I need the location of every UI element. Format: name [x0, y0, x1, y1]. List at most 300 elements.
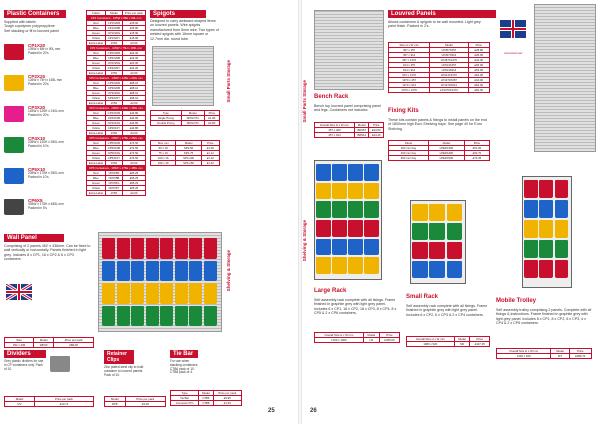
- table-header: Overall Size H x W mm: [407, 337, 455, 342]
- table-cell: £24.00: [122, 56, 145, 61]
- table-header: Model: [355, 123, 369, 128]
- container-bin: [117, 283, 130, 304]
- container-bin: [364, 164, 379, 181]
- table-header: Panel: [389, 141, 429, 146]
- table-cell: Green: [87, 181, 106, 186]
- container-bin: [429, 242, 445, 259]
- table-cell: Blue: [87, 146, 106, 151]
- uk-manufactured-logo-right: [500, 20, 526, 55]
- container-bin: [555, 220, 569, 238]
- table-cell: Tie Bar: [171, 396, 199, 401]
- table-cell: 150 x 16: [151, 161, 176, 166]
- table-cell: Red: [87, 51, 106, 56]
- table-row: [151, 156, 220, 161]
- container-bin: [332, 257, 347, 274]
- large-rack-text: Self assembly rack complete with all fixings. Frame finished in graphite grey with light grey panel. Includes 6 x CP1, 16 x CP2, 18 x CP3, 8 x CP4, 8 x CP5 & 2 x CP6 containers.: [314, 298, 397, 316]
- retainer-text: Zinc plated steel clip to hold container to louvred panels. Pack of 10.: [104, 365, 144, 377]
- table-cell: £15.90: [122, 21, 145, 26]
- table-cell: Connector Pin: [171, 401, 199, 406]
- louvred-panels-title: Louvred Panels: [388, 10, 496, 18]
- table-cell: SR: [454, 342, 470, 347]
- container-bin: [348, 239, 363, 256]
- table-cell: £28.80: [468, 48, 489, 53]
- table-cell: £44.40: [369, 133, 384, 138]
- table-cell: £88.00: [54, 343, 94, 348]
- table-row: [87, 91, 146, 96]
- table-cell: CP2X20R: [105, 51, 122, 56]
- container-bin: [412, 223, 428, 240]
- table-cell: 452 x 436: [5, 343, 34, 348]
- table-cell: 1080 x 520: [407, 342, 455, 347]
- table-cell: £465.00: [379, 338, 399, 343]
- container-bin: [364, 257, 379, 274]
- retainer-title: Retainer Clips: [104, 350, 134, 364]
- container-bin: [189, 306, 202, 327]
- table-cell: MT: [551, 354, 569, 359]
- container-desc: 205W x 130H x 350L mm: [28, 139, 64, 144]
- table-row: [151, 161, 220, 166]
- table-cell: LP914X914: [430, 68, 468, 73]
- section-title: CP3 Containers - 145W x 125H x 240L mm: [87, 76, 146, 81]
- table-row: [389, 146, 490, 151]
- container-bin: [364, 239, 379, 256]
- table-cell: £36.00: [468, 63, 489, 68]
- table-cell: LP1370X914: [430, 83, 468, 88]
- table-row: [87, 121, 146, 126]
- section-title: CP2 Containers - 105W x 75H x 165L mm: [87, 46, 146, 51]
- table-cell: SPIGOT1: [181, 116, 204, 121]
- table-cell: £65.25: [122, 171, 145, 176]
- table-cell: £3.00: [122, 71, 145, 76]
- container-pack: Packed in 10's: [28, 174, 49, 179]
- table-cell: £62.00: [468, 73, 489, 78]
- table-cell: LR: [363, 338, 379, 343]
- container-item: [28, 137, 84, 148]
- table-row: [87, 56, 146, 61]
- table-header: Price per pack: [35, 397, 94, 402]
- container-bin: [555, 260, 569, 278]
- container-bin: [447, 223, 463, 240]
- table-cell: 457 x 400: [315, 128, 355, 133]
- table-cell: 914 x 457: [389, 63, 430, 68]
- table-cell: Green: [87, 61, 106, 66]
- fixing-kits-text: These kits contain panels & fixings to install panels on the end of 1800mm high Euro Shelving bays. See page 40 for Euro Shelving.: [388, 118, 487, 131]
- small-rack-price-table: [406, 336, 490, 347]
- table-cell: Red: [87, 111, 106, 116]
- table-row: [407, 342, 490, 347]
- table-row: [87, 61, 146, 66]
- table-header: Price: [379, 333, 399, 338]
- table-header: Price: [369, 123, 384, 128]
- container-bin: [348, 201, 363, 218]
- table-cell: CP1X20B: [105, 26, 122, 31]
- container-bin: [348, 164, 363, 181]
- table-header: Price: [468, 43, 489, 48]
- container-image: [4, 137, 24, 153]
- table-header: Model: [454, 337, 470, 342]
- table-cell: Yellow: [87, 96, 106, 101]
- louvred-panel-image: [534, 4, 596, 152]
- spigot-price-table: [150, 110, 220, 126]
- table-row: [389, 151, 490, 156]
- table-header: Price per pack: [122, 11, 145, 16]
- table-row: [87, 86, 146, 91]
- table-header: Price per pack: [213, 391, 241, 396]
- table-cell: £62.70: [464, 151, 489, 156]
- container-bin: [131, 283, 144, 304]
- bench-rack-price-table: [314, 122, 384, 138]
- container-code: CP1X20: [28, 43, 46, 48]
- page-number-left: 25: [268, 408, 275, 414]
- container-bin: [316, 257, 331, 274]
- table-cell: Yellow: [87, 36, 106, 41]
- container-bin: [555, 180, 569, 198]
- table-cell: £1.00: [201, 146, 219, 151]
- container-bin: [412, 204, 428, 221]
- container-desc: 105W x 75H x 165L mm: [28, 77, 63, 82]
- container-bin: [316, 220, 331, 237]
- table-row: [315, 338, 400, 343]
- table-row: [87, 126, 146, 131]
- table-header: Model: [105, 11, 122, 16]
- table-cell: £34.90: [369, 128, 384, 133]
- table-cell: £44.00: [468, 78, 489, 83]
- table-section-row: [87, 136, 146, 141]
- container-bin: [131, 306, 144, 327]
- table-cell: CP5X10G: [105, 151, 122, 156]
- table-cell: Yellow: [87, 126, 106, 131]
- table-row: [87, 51, 146, 56]
- table-row: [389, 88, 490, 93]
- table-cell: RTB: [105, 402, 126, 407]
- table-row: [87, 141, 146, 146]
- container-bin: [160, 261, 173, 282]
- wall-panel-price-table: [4, 337, 94, 348]
- table-cell: Double Prong: [151, 121, 182, 126]
- table-header: Model: [428, 141, 464, 146]
- container-pack: Packed in 20's: [28, 50, 49, 55]
- table-cell: £3.00: [122, 41, 145, 46]
- table-section-row: [87, 46, 146, 51]
- table-cell: 1370 x 1370: [389, 88, 430, 93]
- container-bin: [364, 220, 379, 237]
- table-cell: SP2-100: [176, 156, 201, 161]
- container-bin: [146, 306, 159, 327]
- tie-bar-price-table: [170, 390, 242, 406]
- container-desc: 145W x 125H x 240L mm: [28, 108, 64, 113]
- table-header: Colour: [87, 11, 106, 16]
- table-cell: £2.80: [204, 121, 219, 126]
- louvred-price-table: [388, 42, 490, 93]
- bullet-1: Supplied with labels: [4, 20, 36, 24]
- table-cell: LP914X457: [430, 63, 468, 68]
- container-bin: [555, 200, 569, 218]
- table-cell: Yellow: [87, 186, 106, 191]
- table-header: Price per pack: [54, 338, 94, 343]
- table-row: [87, 176, 146, 181]
- table-cell: Yellow: [87, 66, 106, 71]
- container-bin: [189, 283, 202, 304]
- table-cell: £15.90: [122, 31, 145, 36]
- table-cell: £44.80: [122, 121, 145, 126]
- container-bin: [146, 283, 159, 304]
- table-cell: 914 x 914: [389, 68, 430, 73]
- table-row: [87, 151, 146, 156]
- table-cell: CP3X20G: [105, 91, 122, 96]
- table-section-row: [87, 106, 146, 111]
- table-cell: Green: [87, 91, 106, 96]
- table-header: Model: [430, 43, 468, 48]
- container-bin: [348, 220, 363, 237]
- table-cell: £74.50: [122, 141, 145, 146]
- table-cell: £65.25: [122, 181, 145, 186]
- table-cell: £44.80: [122, 116, 145, 121]
- container-bin: [204, 261, 217, 282]
- container-bin: [204, 306, 217, 327]
- table-header: Size H x W mm: [389, 43, 430, 48]
- table-row: [87, 146, 146, 151]
- table-cell: 457 x 914: [315, 133, 355, 138]
- table-row: [87, 81, 146, 86]
- container-pack: Packed in 20's: [28, 112, 49, 117]
- table-row: [151, 146, 220, 151]
- container-bin: [524, 260, 538, 278]
- container-bin: [447, 204, 463, 221]
- table-cell: 1X50: [105, 41, 122, 46]
- table-cell: CP1X20G: [105, 31, 122, 36]
- table-cell: £1.80: [204, 116, 219, 121]
- table-cell: £51.00: [464, 146, 489, 151]
- container-bin: [364, 201, 379, 218]
- louvred-text: Allows containers & spigots to be wall mounted. Light grey paint finish. Packed in 2's.: [388, 20, 481, 29]
- table-cell: £52.00: [468, 68, 489, 73]
- container-bin: [539, 240, 553, 258]
- table-row: [87, 171, 146, 176]
- table-cell: CP4X10Y: [105, 126, 122, 131]
- table-cell: £3.00: [122, 161, 145, 166]
- table-cell: £68.10: [122, 96, 145, 101]
- table-cell: CP2X20Y: [105, 66, 122, 71]
- tie-bar-text: For use when stacking containers. CTB6 pack of 10. CTB8 pack of 4.: [170, 359, 199, 375]
- container-pack: Packed in 20's: [28, 81, 49, 86]
- table-cell: £68.10: [122, 91, 145, 96]
- container-bin: [348, 257, 363, 274]
- table-cell: 1X50: [105, 131, 122, 136]
- right-page: [300, 0, 600, 424]
- container-bin: [102, 238, 115, 259]
- table-cell: LPEFK400: [428, 151, 464, 156]
- table-cell: 457 x 457: [389, 48, 430, 53]
- table-cell: Extra Label: [87, 191, 106, 196]
- container-image: [4, 75, 24, 91]
- table-header: Type: [171, 391, 199, 396]
- table-header: Price: [470, 337, 490, 342]
- table-cell: £24.00: [122, 61, 145, 66]
- table-cell: £44.80: [122, 126, 145, 131]
- container-code: CP5X10: [28, 167, 46, 172]
- container-bin: [160, 238, 173, 259]
- table-row: [87, 161, 146, 166]
- table-section-row: [87, 76, 146, 81]
- table-cell: CP4X10B: [105, 116, 122, 121]
- container-desc: 205W x 175H x 350L mm: [28, 170, 64, 175]
- table-cell: SP2-150: [176, 161, 201, 166]
- retainer-price-table: [104, 396, 166, 407]
- table-cell: CP6X5G: [105, 181, 122, 186]
- table-cell: 1X50: [105, 101, 122, 106]
- container-bin: [316, 239, 331, 256]
- container-bin: [332, 201, 347, 218]
- table-header: Price: [204, 111, 219, 116]
- table-cell: CTB8: [199, 401, 213, 406]
- table-cell: Red: [87, 141, 106, 146]
- container-bin: [189, 261, 202, 282]
- table-cell: CP5X10Y: [105, 156, 122, 161]
- table-row: [151, 151, 220, 156]
- bullet-2: Tough copolymer polypropylene: [4, 24, 55, 29]
- table-cell: CP2X20G: [105, 61, 122, 66]
- spigots-text: Designed to carry awkward shaped items on louvred panels. Wire spigots manufactured from 5mm wire. Two types of welded spigots with 16mm square or 12.7mm dia. round tube.: [150, 19, 219, 41]
- container-bin: [117, 238, 130, 259]
- container-bin: [348, 183, 363, 200]
- section-title: CP5 Containers - 205W x 175H x 350L mm: [87, 136, 146, 141]
- table-row: [87, 31, 146, 36]
- large-rack-title: Large Rack: [314, 288, 347, 294]
- table-cell: 1760 x 1000: [315, 338, 364, 343]
- table-cell: £24.00: [122, 51, 145, 56]
- table-header-row: [171, 391, 242, 396]
- container-item: [28, 106, 84, 117]
- container-bin: [316, 164, 331, 181]
- table-cell: WP20: [34, 343, 54, 348]
- table-row: [171, 401, 242, 406]
- container-bin: [117, 306, 130, 327]
- container-bin: [332, 220, 347, 237]
- table-cell: £62.00: [468, 83, 489, 88]
- table-row: [497, 354, 592, 359]
- container-bin: [117, 261, 130, 282]
- table-cell: Blue: [87, 56, 106, 61]
- table-cell: £70.45: [464, 156, 489, 161]
- container-bin: [412, 261, 428, 278]
- container-desc: 105W x 65H x 90L mm: [28, 46, 61, 51]
- container-bin: [175, 283, 188, 304]
- table-header-row: [151, 141, 220, 146]
- container-code: CP2X20: [28, 74, 46, 79]
- table-cell: £68.10: [122, 86, 145, 91]
- plastic-containers-title: Plastic Containers: [4, 10, 66, 18]
- container-bin: [102, 306, 115, 327]
- table-cell: CTB6: [199, 396, 213, 401]
- table-row: [87, 26, 146, 31]
- table-cell: Green: [87, 151, 106, 156]
- table-cell: SPIGOT2: [181, 121, 204, 126]
- fixing-kits-price-table: [388, 140, 490, 161]
- bench-rack-image: [314, 10, 384, 90]
- small-rack-text: Self assembly rack complete with all fixings. Frame finished in graphite grey with light grey panel. Includes 6 x CP2, 6 x CP3 & 2 x CP4 containers.: [406, 304, 488, 317]
- table-cell: £24.00: [122, 66, 145, 71]
- table-cell: £0.95: [213, 396, 241, 401]
- side-tab-small-parts-right: Small Parts Storage: [302, 80, 307, 123]
- plastic-bullets: [4, 20, 70, 33]
- bench-rack-text: Bench top louvred panel comprising panel and legs. Containers not included.: [314, 104, 381, 113]
- table-cell: £1.22: [201, 156, 219, 161]
- table-cell: £44.00: [468, 58, 489, 63]
- table-cell: CP6X5Y: [105, 186, 122, 191]
- bullet-3: Self stacking or fit to louvred panel: [4, 28, 59, 33]
- container-pack: Packed in 10's: [28, 143, 49, 148]
- table-header: Size: [5, 338, 34, 343]
- table-cell: 457 x 1370: [389, 58, 430, 63]
- divider-image: [50, 356, 70, 372]
- table-row: [5, 343, 94, 348]
- table-section-row: [87, 166, 146, 171]
- table-cell: SP2-75: [176, 151, 201, 156]
- uk-logo-icon: [6, 284, 32, 306]
- table-cell: CP6X5B: [105, 176, 122, 181]
- table-row: [5, 402, 94, 407]
- container-bin: [539, 220, 553, 238]
- container-bin: [524, 200, 538, 218]
- table-cell: Blue: [87, 86, 106, 91]
- table-cell: £65.25: [122, 186, 145, 191]
- table-row: [87, 21, 146, 26]
- container-desc: 305W x 175H x 485L mm: [28, 201, 64, 206]
- container-bin: [204, 238, 217, 259]
- container-bin: [160, 306, 173, 327]
- table-row: [87, 101, 146, 106]
- table-cell: 50 x 16: [151, 146, 176, 151]
- logo-subtext: manufactured: [503, 51, 523, 55]
- dividers-price-table: [4, 396, 94, 407]
- table-row: [87, 131, 146, 136]
- table-cell: Single Prong: [151, 116, 182, 121]
- container-image: [4, 199, 24, 215]
- table-cell: 914 x 1370: [389, 73, 430, 78]
- table-row: [87, 156, 146, 161]
- table-row: [87, 36, 146, 41]
- table-cell: CP4X10G: [105, 121, 122, 126]
- table-cell: LP457X914: [430, 53, 468, 58]
- table-cell: Green: [87, 31, 106, 36]
- container-bin: [332, 164, 347, 181]
- table-header: Model: [363, 333, 379, 338]
- section-title: CP6 Containers - 305W x 175H x 485L mm: [87, 166, 146, 171]
- table-header: Size mm: [151, 141, 176, 146]
- table-header: Model: [551, 349, 569, 354]
- container-bin: [102, 261, 115, 282]
- container-bin: [364, 183, 379, 200]
- table-cell: Extra Label: [87, 131, 106, 136]
- container-bin: [175, 261, 188, 282]
- container-bin: [429, 223, 445, 240]
- container-code: CP4X10: [28, 136, 46, 141]
- table-header: Model: [105, 397, 126, 402]
- table-cell: CP4X10R: [105, 111, 122, 116]
- table-header: Model: [5, 397, 35, 402]
- side-tab-shelving-right: Shelving & Storage: [302, 220, 307, 262]
- table-cell: LP914X1370: [430, 73, 468, 78]
- spigot-size-table: [150, 140, 220, 166]
- container-bin: [539, 260, 553, 278]
- container-bin: [189, 238, 202, 259]
- table-cell: CP6X5R: [105, 171, 122, 176]
- table-section-row: [87, 16, 146, 21]
- container-code: CP6X5: [28, 198, 43, 203]
- table-cell: LPEFK500: [428, 156, 464, 161]
- table-cell: £15.90: [122, 36, 145, 41]
- table-row: [151, 121, 220, 126]
